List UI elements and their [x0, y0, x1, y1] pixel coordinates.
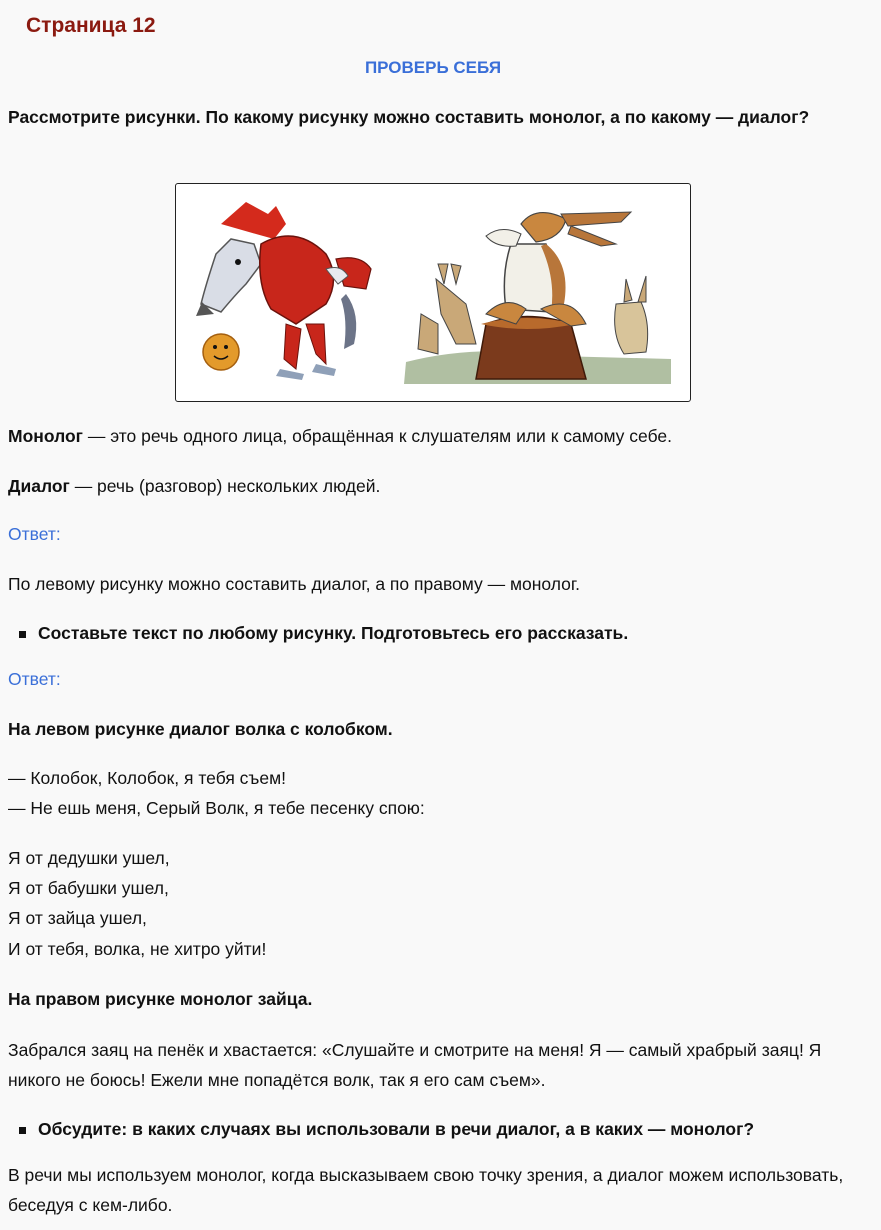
bullet-marker-2 [19, 1127, 26, 1134]
final-answer: В речи мы используем монолог, когда высказываем свою точку зрения, а диалог можем использовать, беседуя с кем-либо. [8, 1165, 844, 1215]
illustration-frame [175, 183, 691, 402]
term-dialog: Диалог [8, 476, 70, 496]
hare-monolog-text: Забрался заяц на пенёк и хвастается: «Слушайте и смотрите на меня! Я — самый храбрый заяц! Я никого не боюсь! Ежели мне попадётся волк, так я его сам съем». [8, 1040, 822, 1090]
dialog-line-1: — Колобок, Колобок, я тебя съем! [8, 768, 286, 788]
definition-dialog [8, 471, 861, 501]
monolog-text: — это речь одного лица, обращённая к слушателям или к самому себе. [82, 426, 673, 446]
answer-label-1: Ответ: [8, 524, 61, 544]
term-monolog: Монолог [8, 426, 83, 446]
bullet-task-2: Обсудите: в каких случаях вы использовали в речи диалог, а в каких — монолог? [38, 1119, 755, 1139]
song-line-2: Я от бабушки ушел, [8, 878, 169, 898]
song-line-1: Я от дедушки ушел, [8, 848, 170, 868]
page-heading: Страница 12 [26, 14, 156, 37]
task-question: Рассмотрите рисунки. По какому рисунку можно составить монолог, а по какому — диалог? [8, 107, 810, 127]
song-line-3: Я от зайца ушел, [8, 908, 147, 928]
answer-label-2: Ответ: [8, 669, 61, 689]
dialog-line-2: — Не ешь меня, Серый Волк, я тебе песенку спою: [8, 798, 425, 818]
section-title: ПРОВЕРЬ СЕБЯ [364, 58, 502, 77]
right-picture-heading: На правом рисунке монолог зайца. [8, 989, 313, 1009]
song-line-4: И от тебя, волка, не хитро уйти! [8, 939, 267, 959]
bullet-task-1: Составьте текст по любому рисунку. Подготовьтесь его рассказать. [38, 623, 629, 643]
bullet-marker-1 [19, 631, 26, 638]
kolobok-illustration [203, 334, 239, 370]
illustration [176, 184, 690, 401]
left-picture-heading: На левом рисунке диалог волка с колобком. [8, 719, 393, 739]
hares-illustration [404, 212, 671, 384]
answer-1: По левому рисунку можно составить диалог, а по правому — монолог. [8, 574, 581, 594]
definition-monolog [8, 421, 861, 451]
dialog-text: — речь (разговор) нескольких людей. [69, 476, 381, 496]
